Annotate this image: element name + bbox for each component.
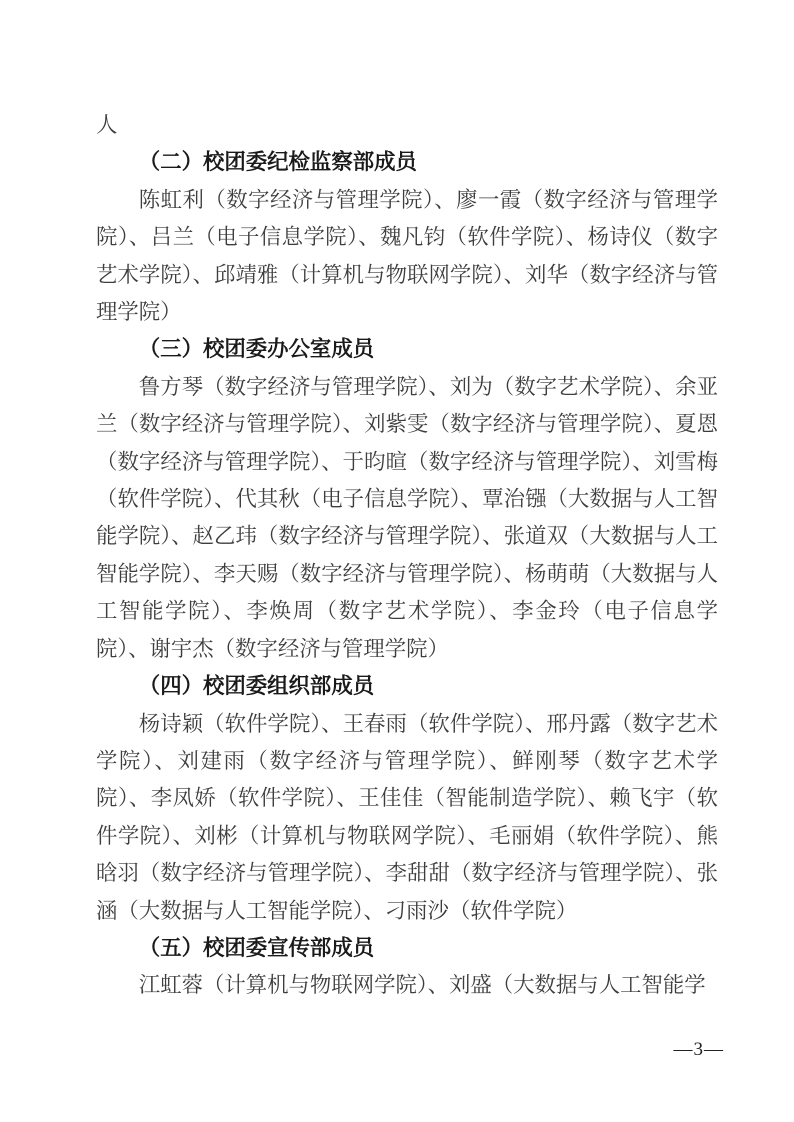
section-discipline-inspection-body: 陈虹利（数字经济与管理学院）、廖一霞（数字经济与管理学院）、吕兰（电子信息学院）、魏凡钧（软件学院）、杨诗仪（数字艺术学院）、邱靖雅（计算机与物联网学院）、刘华（数字经济与管理学院） bbox=[96, 187, 718, 325]
section-publicity-heading: （五）校团委宣传部成员 bbox=[138, 935, 375, 960]
section-office bbox=[96, 331, 718, 668]
page-content bbox=[96, 107, 718, 1005]
section-discipline-inspection bbox=[96, 144, 718, 331]
section-organization-heading: （四）校团委组织部成员 bbox=[138, 674, 375, 699]
section-office-heading: （三）校团委办公室成员 bbox=[138, 337, 375, 362]
section-organization-body: 杨诗颖（软件学院）、王春雨（软件学院）、邢丹露（数字艺术学院）、刘建雨（数字经济与管理学院）、鲜刚琴（数字艺术学院）、李凤娇（软件学院）、王佳佳（智能制造学院）、赖飞宇（软件学院）、刘彬（计算机与物联网学院）、毛丽娟（软件学院）、熊晗羽（数字经济与管理学院）、李甜甜（数字经济与管理学院）、张涵（大数据与人工智能学院）、刁雨沙（软件学院） bbox=[96, 711, 718, 923]
section-publicity-body: 江虹蓉（计算机与物联网学院）、刘盛（大数据与人工智能学 bbox=[138, 973, 706, 998]
page-number: —3— bbox=[673, 1039, 724, 1060]
section-organization bbox=[96, 668, 718, 930]
section-office-body: 鲁方琴（数字经济与管理学院）、刘为（数字艺术学院）、余亚兰（数字经济与管理学院）、刘紫雯（数字经济与管理学院）、夏恩（数字经济与管理学院）、于昀暄（数字经济与管理学院）、刘雪梅（软件学院）、代其秋（电子信息学院）、覃治镪（大数据与人工智能学院）、赵乙玮（数字经济与管理学院）、张道双（大数据与人工智能学院）、李天赐（数字经济与管理学院）、杨萌萌（大数据与人工智能学院）、李焕周（数字艺术学院）、李金玲（电子信息学院）、谢宇杰（数字经济与管理学院） bbox=[96, 374, 718, 661]
continuation-text: 人 bbox=[96, 113, 118, 137]
section-publicity bbox=[96, 930, 718, 1005]
section-discipline-inspection-heading: （二）校团委纪检监察部成员 bbox=[138, 150, 417, 175]
